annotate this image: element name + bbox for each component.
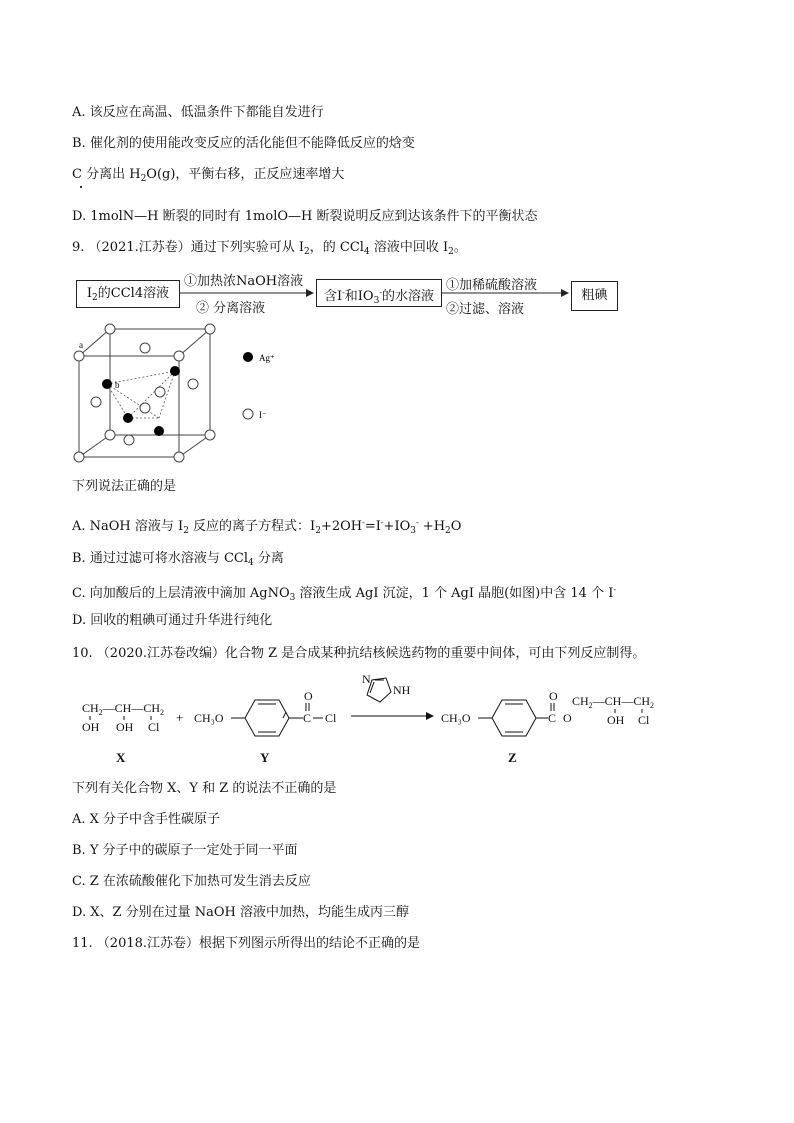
q9-b-post: 分离 bbox=[253, 551, 284, 566]
q8-option-c-mid: O(g)，平衡右移，正反应速率增大 bbox=[146, 167, 345, 182]
flow-box1-pre: I bbox=[86, 286, 93, 301]
q9-c-post: 溶液生成 AgI 沉淀，1 个 AgI 晶胞(如图)中含 14 个 I bbox=[295, 586, 614, 601]
svg-text:CH2—CH—CH2: $CH_2—CH—CH_2$ bbox=[82, 701, 165, 717]
svg-text:Cl: Cl bbox=[325, 711, 337, 725]
label-x: X bbox=[116, 750, 126, 765]
flow-box2-post: 的水溶液 bbox=[382, 289, 435, 304]
q9-stem-pre: 9. （2021.江苏卷）通过下列实验可从 I bbox=[72, 240, 305, 255]
q8-option-c-pre: C 分离出 H bbox=[72, 167, 141, 182]
q10-option-d: D. X、Z 分别在过量 NaOH 溶液中加热，均能生成丙三醇 bbox=[72, 905, 410, 920]
svg-text:C: C bbox=[548, 711, 557, 725]
q9-stem: 9. （2021.江苏卷）通过下列实验可从 $I_2$，的 CCl$_4$ 溶液中回收 $I_2$。 bbox=[72, 240, 467, 257]
svg-text:CH₃O: CH₃O bbox=[441, 711, 471, 725]
svg-text:OH: OH bbox=[116, 720, 134, 734]
q9-stem-mid: ，的 CCl bbox=[309, 240, 364, 255]
q9-stem-post: 溶液中回收 I bbox=[369, 240, 449, 255]
svg-text:OH: OH bbox=[82, 720, 100, 734]
svg-text:O: O bbox=[563, 711, 572, 725]
q9-option-a: A. NaOH 溶液与 $I_2$ 反应的离子方程式：$I_2+2OH^-=I^-+IO_3^- +H_2O$ bbox=[72, 518, 462, 536]
q8-option-c: C 分离出 $H_2O(g)$，平衡右移，正反应速率增大 bbox=[72, 167, 345, 184]
svg-text:O: O bbox=[304, 689, 313, 703]
q11-stem: 11. （2018.江苏卷）根据下列图示所得出的结论不正确的是 bbox=[72, 936, 421, 951]
flow-box-crude-iodine: 粗碘 bbox=[571, 281, 618, 311]
q9-prompt: 下列说法正确的是 bbox=[72, 479, 177, 494]
flow-step2-bottom: ②过滤、溶液 bbox=[446, 302, 525, 317]
flow-step1-top: ①加热浓NaOH溶液 bbox=[184, 274, 304, 289]
svg-text:CH₃O: CH₃O bbox=[194, 711, 224, 725]
svg-text:OH: OH bbox=[607, 713, 625, 727]
q9-a-eq2: =I bbox=[364, 519, 381, 534]
q9-option-c: C. 向加酸后的上层清液中滴加 AgNO$_3$ 溶液生成 AgI 沉淀，1 个 AgI 晶胞(如图)中含 14 个 I- bbox=[72, 585, 617, 603]
q8-option-a: A. 该反应在高温、低温条件下都能自发进行 bbox=[72, 105, 324, 120]
flow-step1-bottom: ② 分离溶液 bbox=[196, 301, 266, 316]
q9-a-pre: A. NaOH 溶液与 I bbox=[72, 519, 184, 534]
svg-text:NH: NH bbox=[393, 683, 411, 697]
q9-a-eq: +2OH bbox=[320, 519, 363, 534]
svg-text:O: O bbox=[549, 689, 558, 703]
q9-a-eq5: O bbox=[450, 519, 462, 534]
svg-text:CH2—CH—CH2: $CH_2—CH—CH_2$ bbox=[572, 694, 655, 710]
svg-text:Cl: Cl bbox=[638, 713, 650, 727]
q8-option-b: B. 催化剂的使用能改变反应的活化能但不能降低反应的焓变 bbox=[72, 136, 415, 151]
q10-option-c: C. Z 在浓硫酸催化下加热可发生消去反应 bbox=[72, 874, 311, 889]
legend-iodide-label: I⁻ bbox=[259, 410, 267, 420]
q9-a-eq4: +H bbox=[418, 519, 446, 534]
q10-option-a: A. X 分子中含手性碳原子 bbox=[72, 812, 221, 827]
q8-option-d: D. 1molN—H 断裂的同时有 1molO—H 断裂说明反应到达该条件下的平衡状态 bbox=[72, 209, 538, 224]
crystal-label-b: b bbox=[115, 380, 120, 390]
flow-box2-pre: 含I bbox=[323, 289, 343, 304]
q9-option-d: D. 回收的粗碘可通过升华进行纯化 bbox=[72, 613, 273, 628]
compound-z bbox=[441, 689, 654, 765]
label-z: Z bbox=[508, 750, 517, 765]
label-y: Y bbox=[260, 750, 270, 765]
svg-text:N: N bbox=[362, 672, 371, 686]
q9-a-eq3: +IO bbox=[383, 519, 411, 534]
flow-box1-post: 的CCl4溶液 bbox=[97, 286, 170, 301]
q10-prompt: 下列有关化合物 X、Y 和 Z 的说法不正确的是 bbox=[72, 781, 337, 796]
compound-y bbox=[194, 689, 337, 765]
flow-box-i2-ccl4: $I_2$的CCl4溶液 bbox=[76, 280, 180, 308]
flow-step2-top: ①加稀硫酸溶液 bbox=[446, 278, 538, 293]
q9-option-b: B. 通过过滤可将水溶液与 CCl$_4$ 分离 bbox=[72, 551, 284, 568]
compound-x bbox=[82, 701, 164, 765]
q9-b-text: B. 通过过滤可将水溶液与 CCl bbox=[72, 551, 249, 566]
plus-sign: + bbox=[176, 710, 184, 725]
svg-text:Cl: Cl bbox=[148, 720, 160, 734]
flow-box2-mid: 和IO bbox=[344, 289, 374, 304]
flow-box-aqueous: 含I-和$IO_3^-$的水溶液 bbox=[316, 279, 442, 307]
imidazole-catalyst bbox=[351, 672, 434, 720]
svg-text:C: C bbox=[303, 711, 312, 725]
crystal-label-a: a bbox=[79, 340, 83, 350]
q9-a-post: 反应的离子方程式：I bbox=[188, 519, 316, 534]
q10-stem: 10. （2020.江苏卷改编）化合物 Z 是合成某种抗结核候选药物的重要中间体，可由下列反应制得。 bbox=[72, 646, 646, 661]
legend-silver-label: Ag⁺ bbox=[259, 353, 275, 363]
q10-option-b: B. Y 分子中的碳原子一定处于同一平面 bbox=[72, 843, 298, 858]
q9-c-pre: C. 向加酸后的上层清液中滴加 AgNO bbox=[72, 586, 290, 601]
